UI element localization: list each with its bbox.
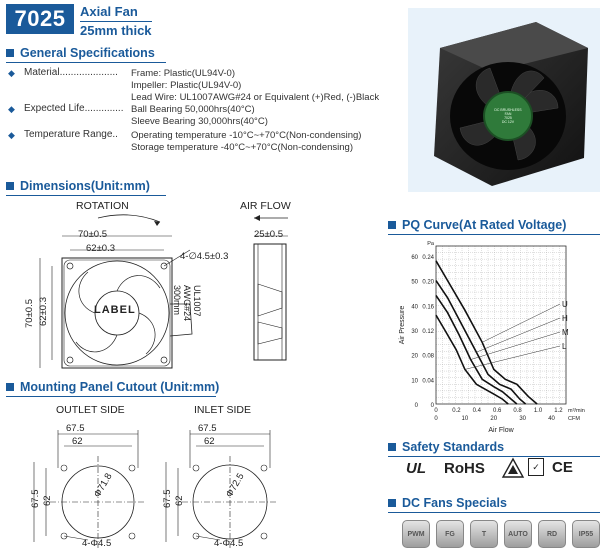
dimensions-title: Dimensions(Unit:mm) — [20, 179, 150, 193]
photo-label-text — [494, 108, 522, 124]
general-spec-title: General Specifications — [20, 46, 155, 60]
outlet-dim-675-v: 67.5 — [30, 489, 41, 508]
x-tick-cfm: 0 — [434, 416, 438, 422]
dim-thickness: 25±0.5 — [254, 229, 283, 240]
outlet-cutout-drawing — [34, 430, 146, 548]
y-tick-inh2o: 0.24 — [422, 254, 434, 261]
pq-heading — [388, 218, 566, 232]
life-label: Expected Life.............. — [24, 103, 124, 114]
outlet-dim-62: 62 — [72, 436, 83, 447]
specials-heading — [388, 496, 507, 510]
dimensions-heading — [6, 179, 150, 193]
y-tick-inh2o: 0.16 — [422, 304, 434, 311]
y-tick-inh2o: 0 — [430, 403, 434, 409]
inlet-dim-675-v: 67.5 — [162, 489, 173, 508]
heading-underline — [6, 396, 216, 397]
x-tick-cfm: 20 — [490, 416, 498, 422]
curve-leader-line — [482, 304, 560, 342]
product-thickness: 25mm thick — [80, 23, 152, 38]
x-tick-cfm: 30 — [519, 416, 527, 422]
specials-badges — [402, 520, 600, 548]
heading-underline — [6, 62, 166, 63]
x-tick-cmm: 0.6 — [493, 408, 502, 414]
ce-logo: CE — [552, 459, 573, 476]
material-line-3: Lead Wire: UL1007AWG#24 or Equivalent (+)Red, (-)Black — [131, 92, 380, 103]
x-tick-cfm: 10 — [461, 416, 469, 422]
fan-photo-illustration — [408, 8, 600, 192]
y-tick-inh2o: 0.04 — [422, 378, 434, 385]
photo-label-line2: 7025 — [504, 116, 512, 120]
tuv-triangle-icon — [502, 458, 524, 478]
dim-hole: 4-∅4.5±0.3 — [180, 251, 229, 262]
inlet-dim-62: 62 — [204, 436, 215, 447]
specials-title: DC Fans Specials — [402, 496, 507, 510]
x-unit-cfm: CFM — [568, 416, 580, 422]
heading-square-icon — [388, 499, 396, 507]
life-line-1: Ball Bearing 50,000hrs(40°C) — [131, 104, 255, 115]
safety-title: Safety Standards — [402, 440, 505, 454]
y-tick-pa: 10 — [411, 378, 418, 385]
heading-square-icon — [388, 221, 396, 229]
x-tick-cmm: 1.0 — [533, 408, 543, 414]
y-tick-pa: 50 — [411, 279, 418, 286]
fan-label: LABEL — [94, 304, 136, 316]
wire-spec-1: UL1007 — [192, 285, 202, 317]
outlet-holes: 4-Φ4.5 — [82, 538, 112, 549]
x-unit-cmm: m³/min — [568, 408, 585, 414]
y-tick-pa: 30 — [411, 328, 418, 335]
pq-curve-L — [436, 315, 508, 404]
rotation-label: ROTATION — [76, 200, 129, 212]
x-tick-cmm: 0.4 — [472, 408, 481, 414]
temp-line-2: Storage temperature -40°C~+70°C(Non-condensing) — [131, 142, 353, 153]
fg-badge-icon: FG — [436, 520, 464, 548]
photo-label-line1: DC BRUSHLESS FAN — [494, 108, 522, 116]
curve-label-L: L — [562, 342, 567, 351]
curve-label-U: U — [562, 300, 568, 309]
dim-outer-width: 70±0.5 — [78, 229, 107, 240]
rotation-arrow — [98, 215, 160, 222]
safety-heading — [388, 440, 504, 454]
heading-underline — [388, 512, 600, 513]
material-label: Material..................... — [24, 67, 118, 78]
heading-underline — [6, 195, 166, 196]
y-tick-inh2o: 0.08 — [422, 353, 434, 360]
auto-restart-badge-icon: AUTO — [504, 520, 532, 548]
wire-spec-3: 300mm — [172, 285, 182, 316]
heading-square-icon — [6, 182, 14, 190]
photo-label-line3: DC 12V — [501, 120, 515, 124]
inlet-dim-62-v: 62 — [174, 495, 185, 506]
outlet-diameter: Φ71.8 — [92, 471, 115, 500]
inlet-side-label: INLET SIDE — [194, 404, 251, 416]
heading-square-icon — [6, 49, 14, 57]
bullet-diamond-icon: ◆ — [8, 130, 15, 140]
x-axis-label: Air Flow — [488, 427, 514, 434]
thermal-badge-icon: T — [470, 520, 498, 548]
inlet-holes: 4-Φ4.5 — [214, 538, 244, 549]
temp-line-1: Operating temperature -10°C~+70°C(Non-condensing) — [131, 130, 362, 141]
material-line-1: Frame: Plastic(UL94V-0) — [131, 68, 236, 79]
y-tick-pa: 40 — [411, 304, 418, 311]
x-tick-cmm: 0.2 — [452, 408, 461, 414]
heading-underline — [388, 234, 600, 235]
x-tick-cmm: 0.8 — [513, 408, 522, 414]
pq-chart — [390, 238, 602, 434]
rd-badge-icon: RD — [538, 520, 566, 548]
fan-front-drawing — [20, 212, 240, 372]
curve-label-H: H — [562, 314, 568, 323]
x-tick-cmm: 1.2 — [554, 408, 563, 414]
model-badge: 7025 — [6, 4, 74, 34]
inlet-cutout-drawing — [166, 430, 278, 548]
rohs-logo: RoHS — [444, 460, 485, 477]
title-divider — [80, 21, 152, 22]
air-flow-label: AIR FLOW — [240, 200, 291, 212]
panel-heading — [6, 380, 219, 394]
y-tick-pa: 0 — [414, 403, 418, 409]
wire-spec-2: AWG#24 — [182, 285, 192, 322]
temp-label: Temperature Range.. — [24, 129, 118, 140]
heading-square-icon — [6, 383, 14, 391]
dim-outer-height: 70±0.5 — [24, 299, 35, 328]
heading-underline — [388, 456, 600, 457]
panel-title: Mounting Panel Cutout (Unit:mm) — [20, 380, 220, 394]
inlet-diameter: Φ72.5 — [224, 471, 247, 500]
inlet-dim-675: 67.5 — [198, 423, 217, 434]
general-spec-heading — [6, 46, 155, 60]
outlet-side-label: OUTLET SIDE — [56, 404, 125, 416]
cert-box-icon: ✓ — [528, 458, 544, 476]
y-tick-pa: 60 — [411, 254, 418, 261]
ul-logo: UL — [406, 460, 426, 477]
x-tick-cmm: 0 — [434, 408, 438, 414]
outlet-dim-62-v: 62 — [42, 495, 53, 506]
product-title: Axial Fan — [80, 4, 138, 19]
y-axis-label: Air Pressure — [399, 305, 406, 345]
pq-curve-H — [436, 281, 526, 404]
y-unit-pa: Pa — [427, 241, 434, 247]
dim-inner-height: 62±0.3 — [38, 297, 49, 326]
bullet-diamond-icon: ◆ — [8, 104, 15, 114]
dim-inner-width: 62±0.3 — [86, 243, 115, 254]
y-tick-inh2o: 0.12 — [422, 328, 434, 335]
material-line-2: Impeller: Plastic(UL94V-0) — [131, 80, 242, 91]
curve-leader-line — [476, 318, 560, 352]
pwm-badge-icon: PWM — [402, 520, 430, 548]
life-line-2: Sleeve Bearing 30,000hrs(40°C) — [131, 116, 268, 127]
x-tick-cfm: 40 — [548, 416, 555, 422]
outlet-dim-675: 67.5 — [66, 423, 85, 434]
curve-label-M: M — [562, 328, 569, 337]
heading-square-icon — [388, 443, 396, 451]
product-photo — [408, 8, 600, 192]
pq-title: PQ Curve(At Rated Voltage) — [402, 218, 567, 232]
bullet-diamond-icon: ◆ — [8, 68, 15, 78]
y-tick-pa: 20 — [411, 353, 418, 360]
y-tick-inh2o: 0.20 — [422, 279, 434, 286]
ip55-badge-icon: IP55 — [572, 520, 600, 548]
